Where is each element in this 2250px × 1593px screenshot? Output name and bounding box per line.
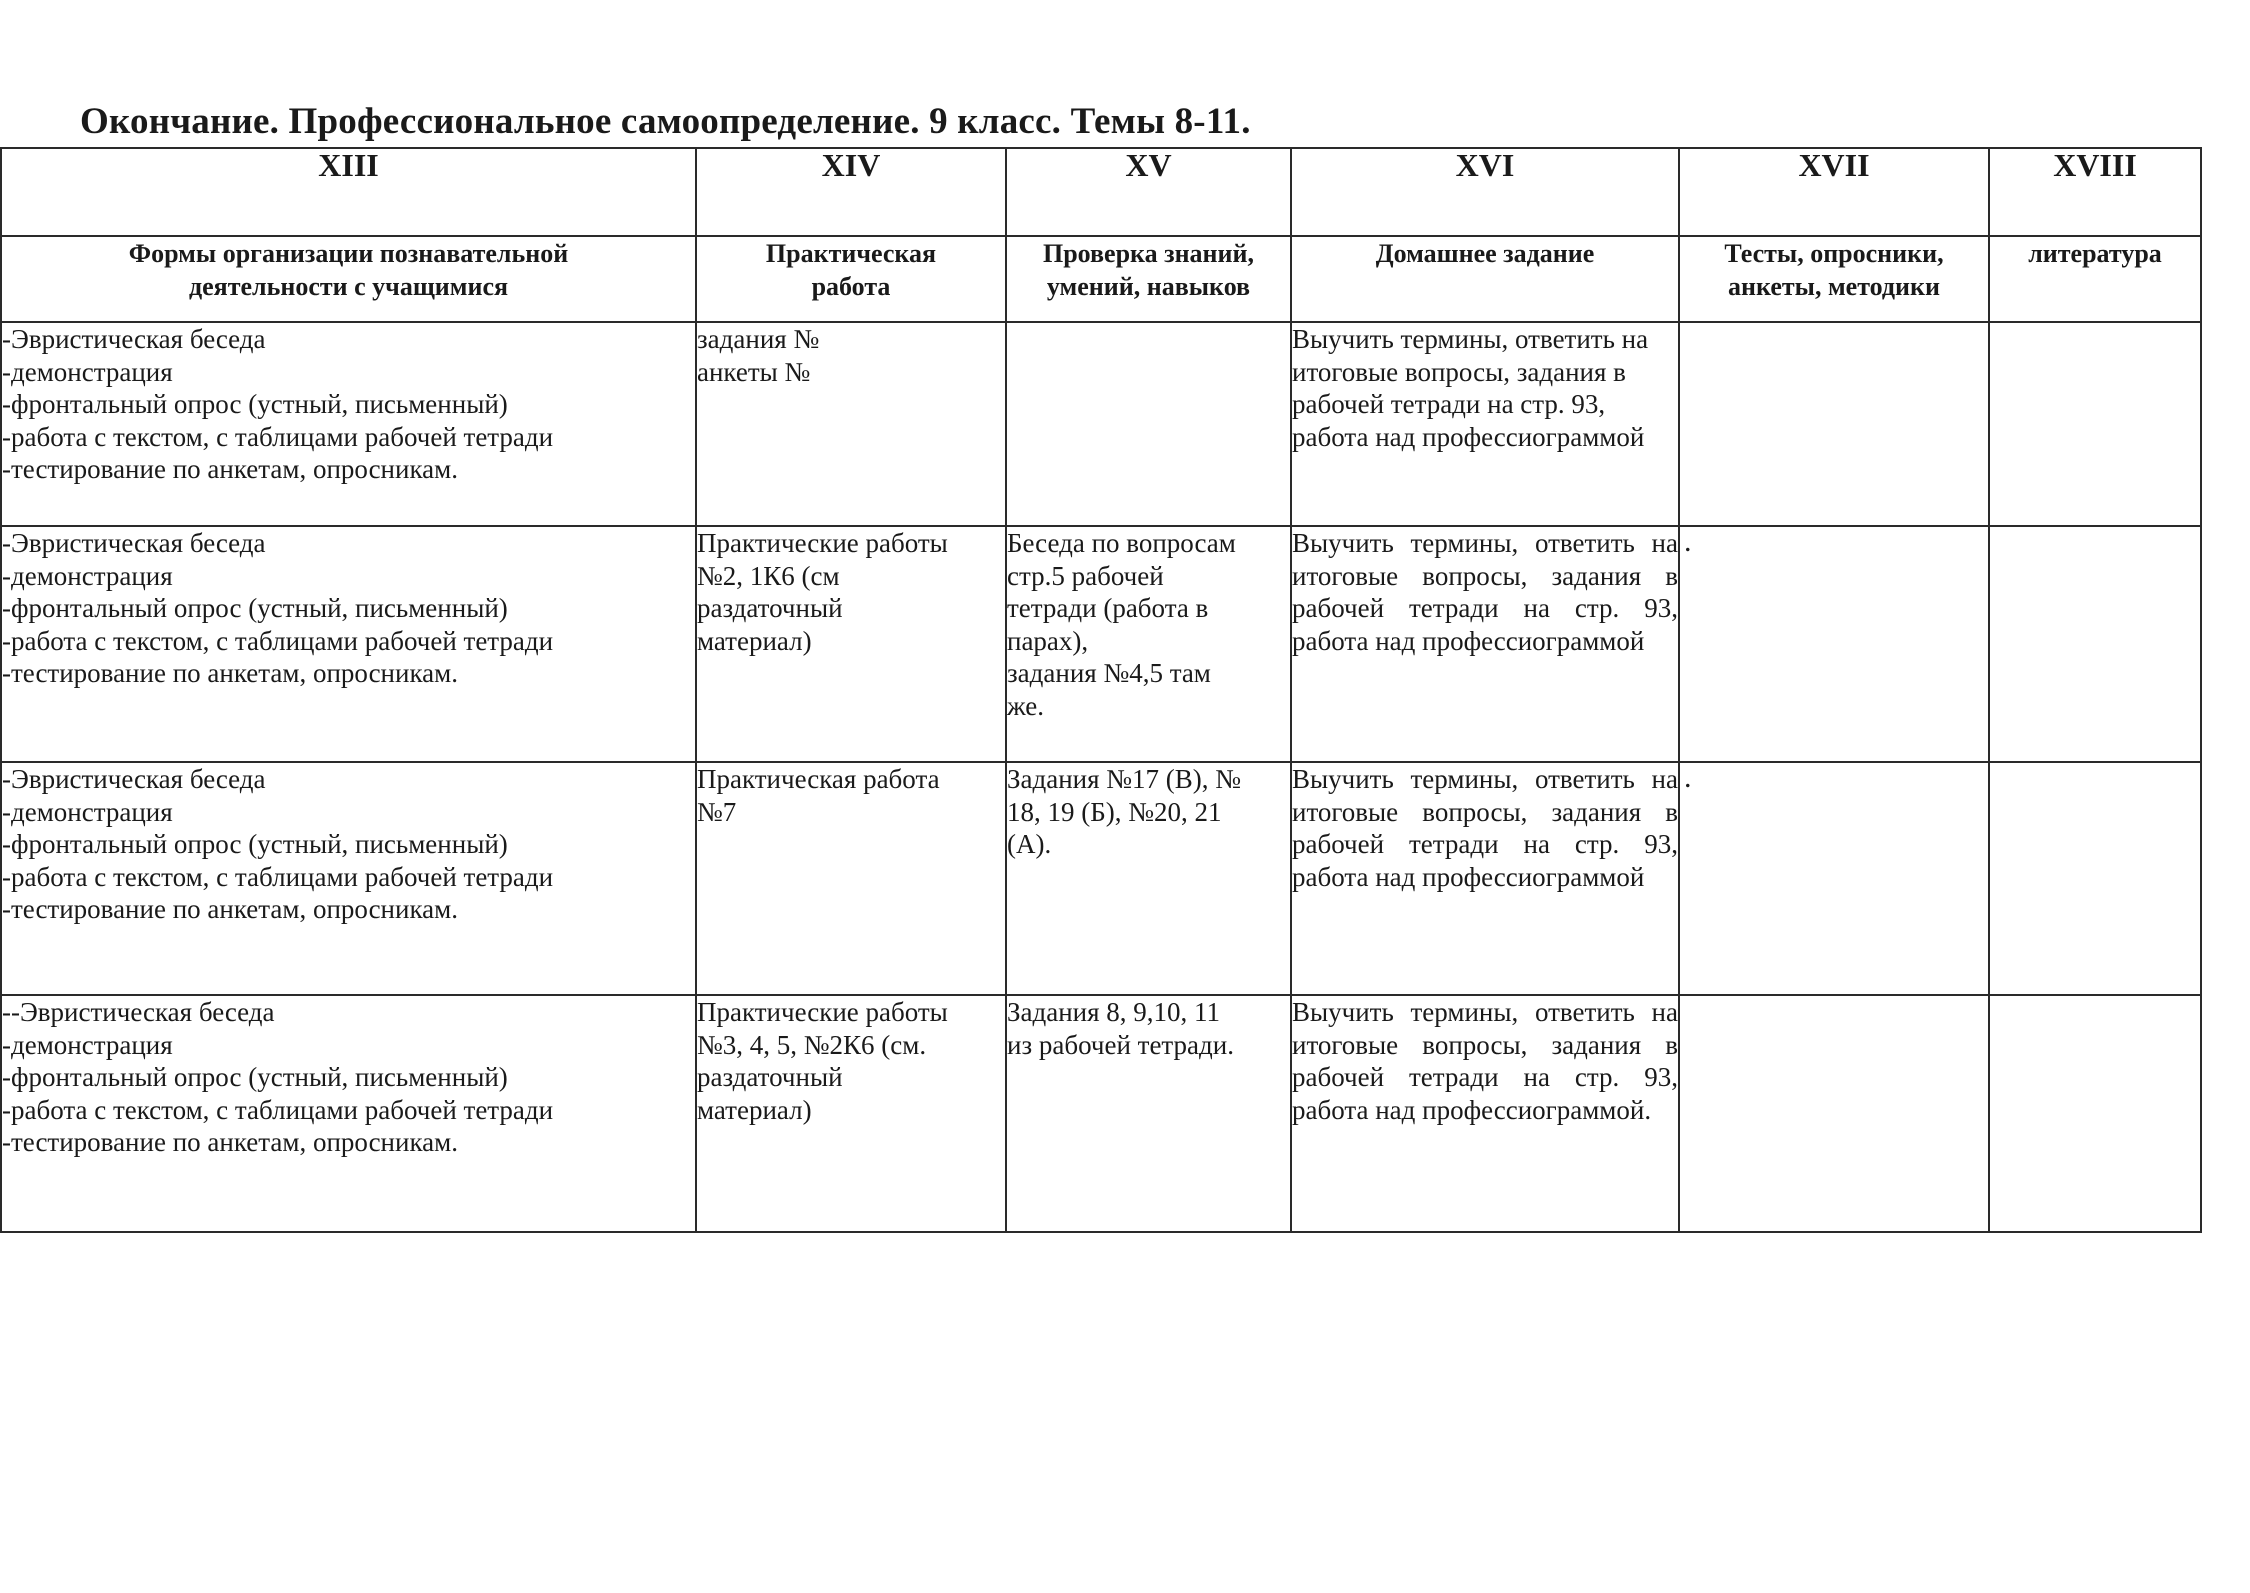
header-tests xyxy=(1679,236,1989,322)
header-check xyxy=(1006,236,1291,322)
literature-cell xyxy=(1989,995,2201,1232)
dot-mark: . xyxy=(1684,525,1692,558)
forms-item: -тестирование по анкетам, опросникам. xyxy=(2,454,458,484)
practical-line: Практические работы xyxy=(697,528,948,558)
column-number: XVI xyxy=(1291,148,1679,236)
literature-cell xyxy=(1989,762,2201,995)
table-row xyxy=(1,762,2201,995)
header-line: литература xyxy=(2028,239,2162,268)
lesson-plan-table xyxy=(0,147,2202,1233)
table-row xyxy=(1,995,2201,1232)
column-number: XV xyxy=(1006,148,1291,236)
practical-line: №3, 4, 5, №2К6 (см. xyxy=(697,1029,927,1060)
forms-item: -тестирование по анкетам, опросникам. xyxy=(2,1127,458,1157)
check-cell xyxy=(1006,526,1291,762)
practical-line: раздаточный xyxy=(697,593,843,623)
forms-cell xyxy=(1,995,696,1232)
homework-cell: Выучить термины, ответить на итоговые вопросы, задания в рабочей тетради на стр. 93, работа над профессиограммой xyxy=(1291,322,1679,526)
literature-cell xyxy=(1989,322,2201,526)
check-line: же. xyxy=(1007,690,1045,721)
check-line: Задания №17 (В), № xyxy=(1007,764,1242,794)
forms-item: -Эвристическая беседа xyxy=(2,528,266,558)
forms-item: -работа с текстом, с таблицами рабочей тетради xyxy=(2,861,554,892)
check-line: Задания 8, 9,10, 11 xyxy=(1007,997,1221,1027)
forms-item: -работа с текстом, с таблицами рабочей тетради xyxy=(2,421,554,452)
header-line: Практическая xyxy=(765,239,937,268)
tests-cell xyxy=(1679,762,1989,995)
practical-line: Практическая работа xyxy=(697,764,940,794)
column-number: XVIII xyxy=(1989,148,2201,236)
column-number: XIII xyxy=(1,148,696,236)
forms-item: -фронтальный опрос (устный, письменный) xyxy=(2,389,508,419)
forms-item: -фронтальный опрос (устный, письменный) xyxy=(2,593,508,623)
forms-item: -демонстрация xyxy=(2,560,173,591)
practical-cell xyxy=(696,322,1006,526)
forms-item: -работа с текстом, с таблицами рабочей тетради xyxy=(2,625,554,656)
literature-cell xyxy=(1989,526,2201,762)
header-line: Проверка знаний, xyxy=(1042,239,1255,268)
check-line: (А). xyxy=(1007,829,1052,859)
homework-cell: Выучить термины, ответить на итоговые вопросы, задания в рабочей тетради на стр. 93, работа над профессиограммой xyxy=(1291,526,1679,762)
column-numbers-row xyxy=(1,148,2201,236)
practical-line: анкеты № xyxy=(697,356,811,387)
practical-line: раздаточный xyxy=(697,1062,843,1092)
header-line: умений, навыков xyxy=(1046,272,1251,301)
practical-line: задания № xyxy=(697,324,820,354)
forms-cell xyxy=(1,322,696,526)
table-row xyxy=(1,526,2201,762)
practical-cell xyxy=(696,526,1006,762)
homework-cell: Выучить термины, ответить на итоговые вопросы, задания в рабочей тетради на стр. 93, работа над профессиограммой. xyxy=(1291,995,1679,1232)
forms-item: -демонстрация xyxy=(2,356,173,387)
column-number: XIV xyxy=(696,148,1006,236)
check-line: стр.5 рабочей xyxy=(1007,560,1164,591)
header-line: Формы организации познавательной xyxy=(128,239,569,268)
forms-item: -работа с текстом, с таблицами рабочей тетради xyxy=(2,1094,554,1125)
header-literature xyxy=(1989,236,2201,322)
check-cell xyxy=(1006,762,1291,995)
page-title: Окончание. Профессиональное самоопределение. 9 класс. Темы 8-11. xyxy=(80,101,1251,142)
check-line: задания №4,5 там xyxy=(1007,658,1211,688)
check-cell xyxy=(1006,995,1291,1232)
column-number: XVII xyxy=(1679,148,1989,236)
practical-cell xyxy=(696,995,1006,1232)
header-line: Домашнее задание xyxy=(1375,239,1595,268)
forms-item: -фронтальный опрос (устный, письменный) xyxy=(2,829,508,859)
header-line: работа xyxy=(811,272,891,301)
forms-cell xyxy=(1,526,696,762)
forms-item: -тестирование по анкетам, опросникам. xyxy=(2,894,458,924)
check-line: парах), xyxy=(1007,625,1089,656)
forms-item: -тестирование по анкетам, опросникам. xyxy=(2,658,458,688)
forms-item: -Эвристическая беседа xyxy=(2,324,266,354)
tests-cell xyxy=(1679,995,1989,1232)
header-forms xyxy=(1,236,696,322)
practical-line: Практические работы xyxy=(697,997,948,1027)
header-line: Тесты, опросники, xyxy=(1724,239,1944,268)
check-line: тетради (работа в xyxy=(1007,593,1209,623)
check-cell xyxy=(1006,322,1291,526)
practical-line: материал) xyxy=(697,625,812,656)
header-practical xyxy=(696,236,1006,322)
tests-cell xyxy=(1679,526,1989,762)
forms-item: -фронтальный опрос (устный, письменный) xyxy=(2,1062,508,1092)
forms-item: -демонстрация xyxy=(2,1029,173,1060)
check-line: Беседа по вопросам xyxy=(1007,528,1236,558)
check-line: 18, 19 (Б), №20, 21 xyxy=(1007,796,1222,827)
forms-cell xyxy=(1,762,696,995)
header-homework xyxy=(1291,236,1679,322)
header-line: анкеты, методики xyxy=(1728,272,1940,301)
practical-cell xyxy=(696,762,1006,995)
homework-cell: Выучить термины, ответить на итоговые вопросы, задания в рабочей тетради на стр. 93, работа над профессиограммой xyxy=(1291,762,1679,995)
tests-cell xyxy=(1679,322,1989,526)
forms-item: -демонстрация xyxy=(2,796,173,827)
column-headers-row xyxy=(1,236,2201,322)
header-line: деятельности с учащимися xyxy=(188,272,509,301)
check-line: из рабочей тетради. xyxy=(1007,1029,1234,1060)
practical-line: №7 xyxy=(697,796,737,827)
dot-mark: . xyxy=(1684,761,1692,794)
forms-item: --Эвристическая беседа xyxy=(2,997,275,1027)
table-row xyxy=(1,322,2201,526)
forms-item: -Эвристическая беседа xyxy=(2,764,266,794)
practical-line: материал) xyxy=(697,1094,812,1125)
practical-line: №2, 1К6 (см xyxy=(697,560,840,591)
